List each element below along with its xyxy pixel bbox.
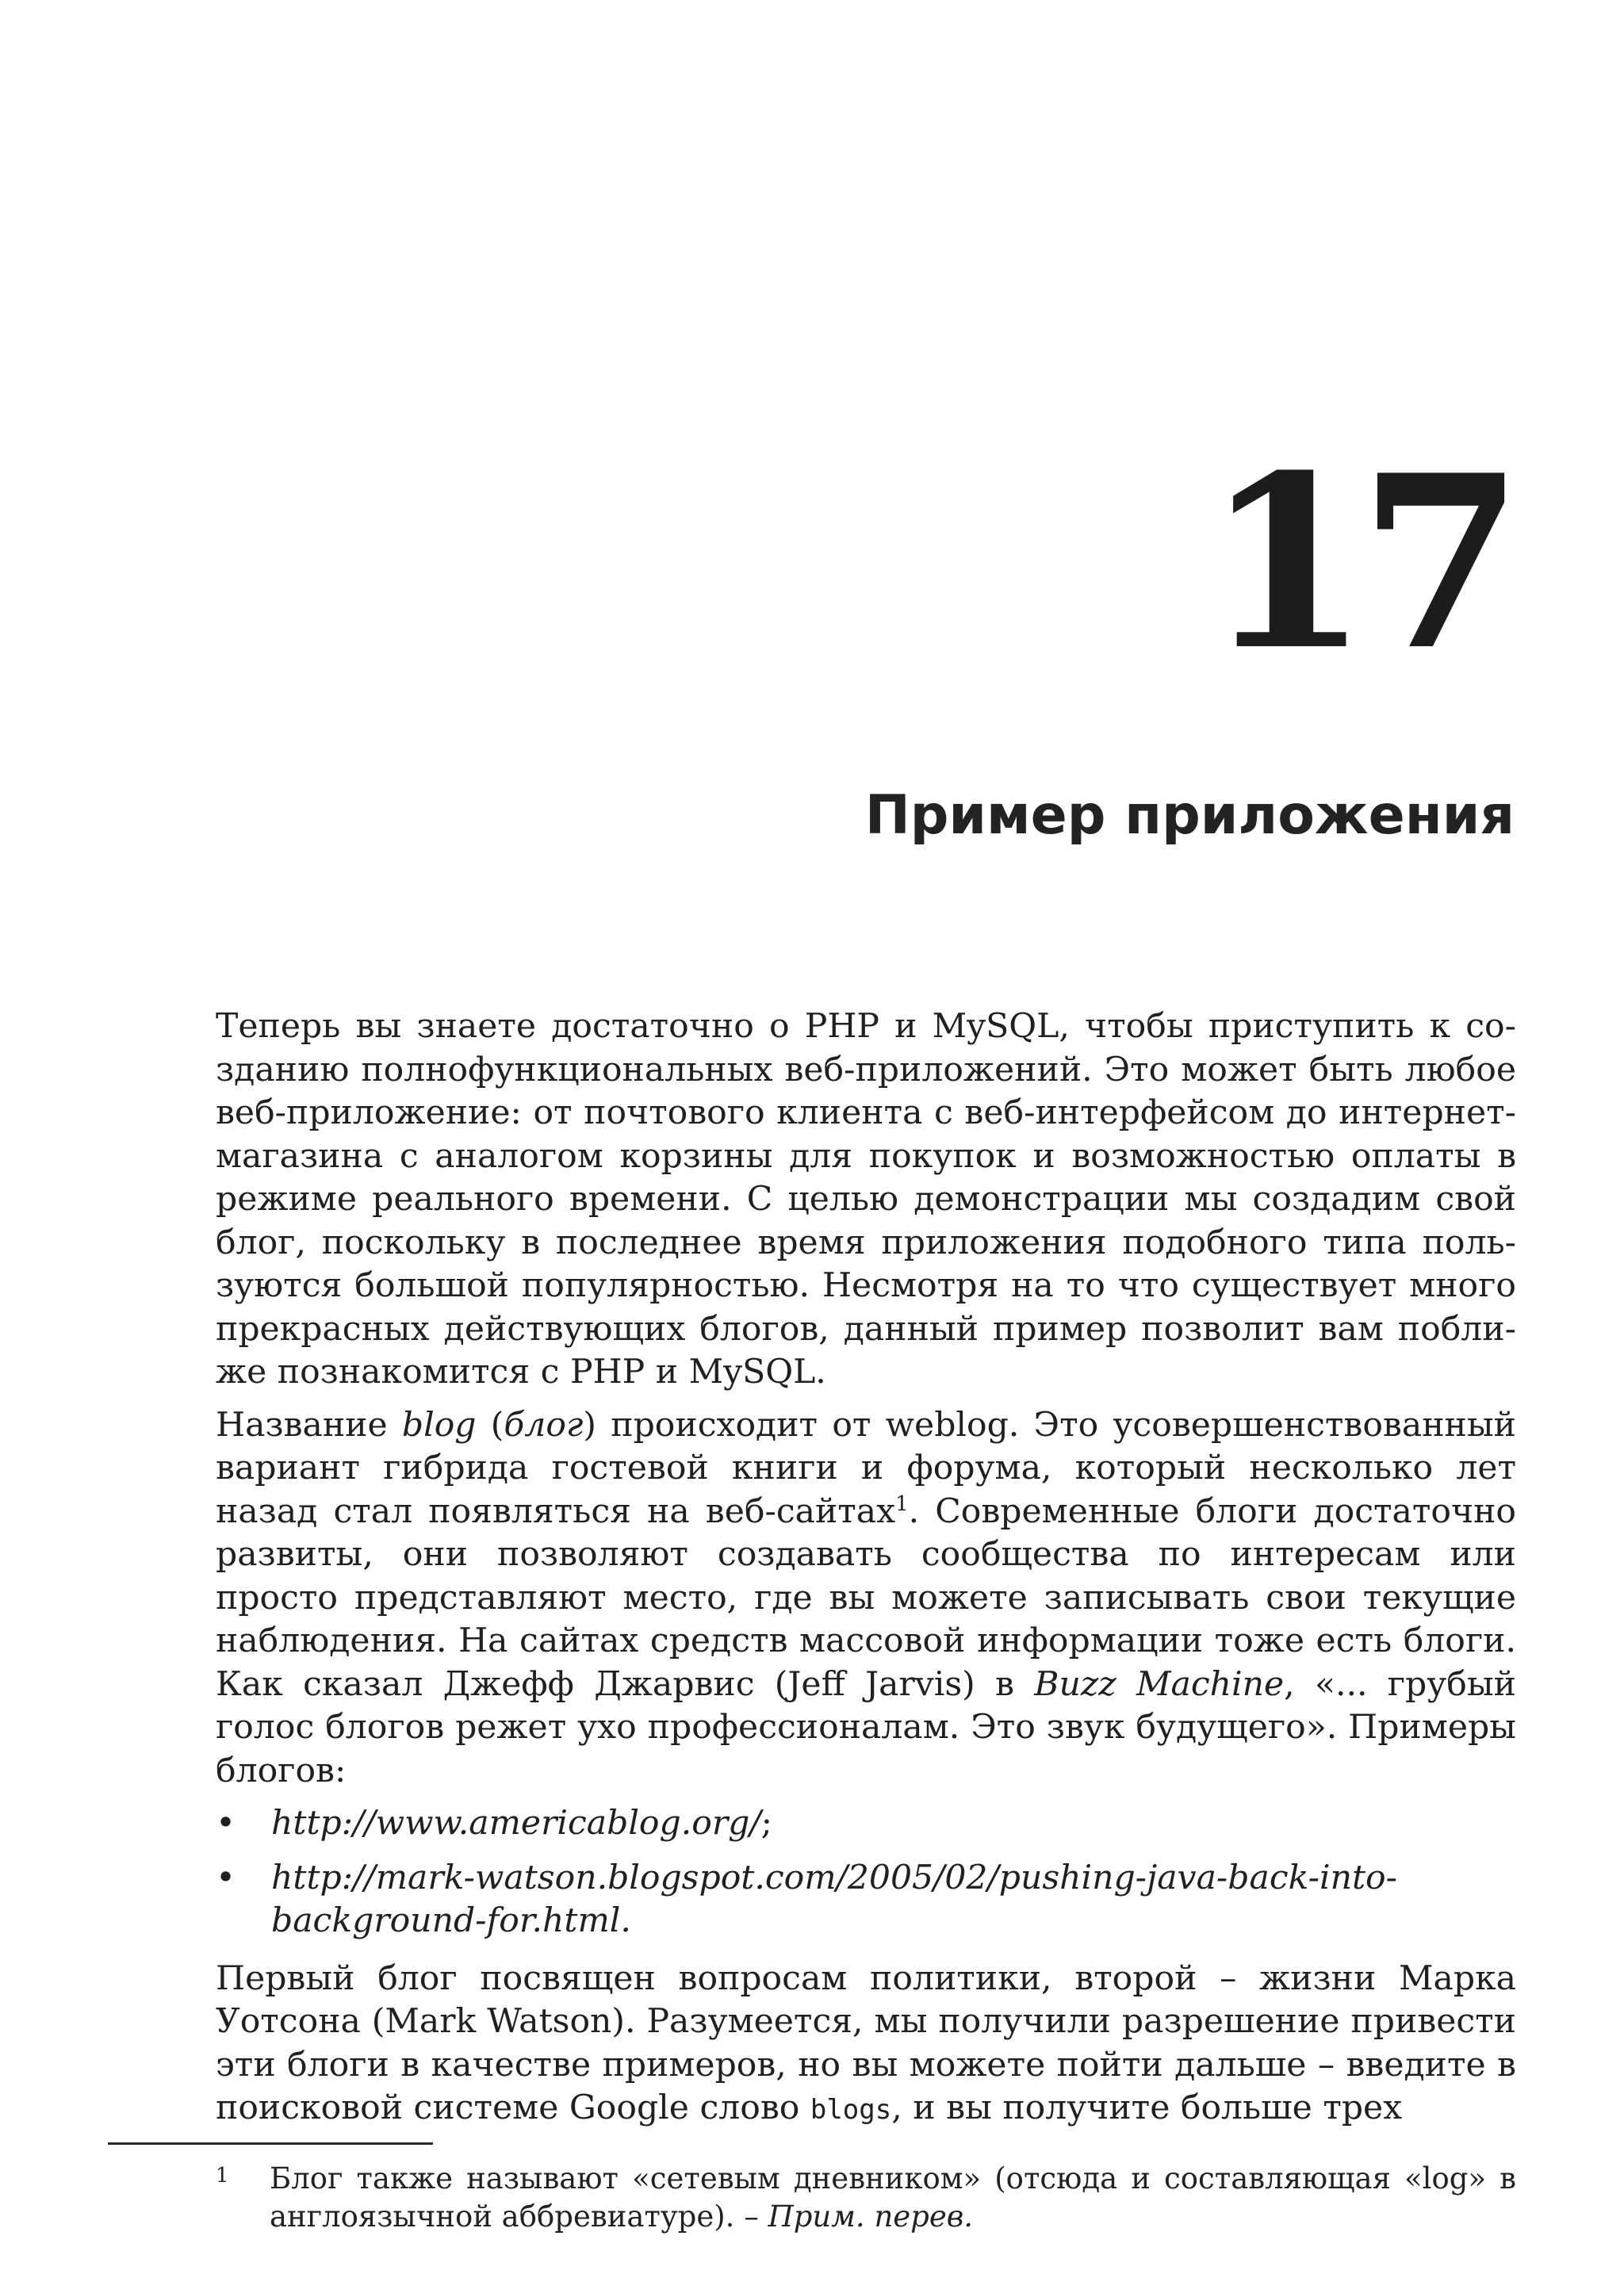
term-blog: blog [401, 1405, 477, 1445]
text-run: , и вы получите больше трех [891, 2088, 1403, 2127]
text-run: ( [476, 1405, 504, 1445]
paragraph-intro: Теперь вы знаете достаточно о PHP и MySQL, чтобы приступить к созданию полнофункциональных веб-приложений. Это может быть любое веб-приложение: от почтового клиента с веб-интерфейсом до интернет-магазина с аналогом корзины для покупок и возможностью оплаты в режиме реального времени. С целью демонстрации мы создадим свой блог, поскольку в последнее время приложения подобного типа пользуются большой популярностью. Несмотря на то что существует много прекрасных действующих блогов, данный пример позволит вам поближе познакомится с PHP и MySQL. [216, 1007, 1516, 1392]
blog-url[interactable]: http://mark-watson.blogspot.com/2005/02/pushing-java-back-into-background-for.html [271, 1858, 1397, 1940]
footnote-divider [108, 2142, 433, 2145]
list-item [216, 1802, 1516, 1846]
text-run: . Современные блоги достаточно развиты, они позволяют создавать сообщества по интересам или просто представляют место, где вы можете записывать свои текущие наблюдения. На сайтах средств массовой информации тоже есть блоги. Как сказал Джефф Джарвис (Jeff Jarvis) в [216, 1491, 1516, 1704]
footnote-mark: 1 [216, 2164, 229, 2188]
text-run: ; [760, 1804, 772, 1843]
title-buzz-machine: Buzz Machine [1034, 1664, 1285, 1704]
text-run: ) происходит от weblog. Это усовершенствованный вариант гибрида гостевой книги и форума, который несколько лет назад стал появляться на веб-сайтах [216, 1405, 1516, 1531]
blog-url[interactable]: http://www.americablog.org/ [271, 1804, 761, 1843]
bullet-icon: • [216, 1804, 236, 1843]
chapter-title: Пример приложения [864, 784, 1515, 847]
text-run: , «... грубый голос блогов режет ухо профессионалам. Это звук будущего». Примеры блогов: [216, 1664, 1517, 1790]
footnote [216, 2160, 1516, 2236]
text-run: Блог также называют «сетевым дневником» (отсюда и составляющая «log» в англоязычной аббревиатуре). – [270, 2161, 1516, 2234]
blog-examples-list [216, 1802, 1516, 1943]
text-run: Название [216, 1405, 402, 1445]
chapter-number: 17 [1204, 423, 1513, 702]
bullet-icon: • [216, 1858, 236, 1897]
body-text [216, 1005, 1516, 2142]
list-item [216, 1857, 1516, 1943]
paragraph-blog-origin [216, 1404, 1516, 1794]
translator-note: Прим. перев. [768, 2199, 974, 2234]
paragraph-examples [216, 1958, 1516, 2132]
text-run: Первый блог посвящен вопросам политики, второй – жизни Марка Уотсона (Mark Watson). Разумеется, мы получили разрешение привести эти блоги в качестве примеров, но вы можете пойти дальше – введите в поисковой системе Google слово [216, 1958, 1516, 2127]
footnote-ref[interactable]: 1 [895, 1491, 909, 1516]
text-run: . [620, 1901, 631, 1940]
footnote-text [270, 2160, 1516, 2236]
term-blog-ru: блог [504, 1405, 584, 1445]
code-term: blogs [810, 2094, 892, 2126]
